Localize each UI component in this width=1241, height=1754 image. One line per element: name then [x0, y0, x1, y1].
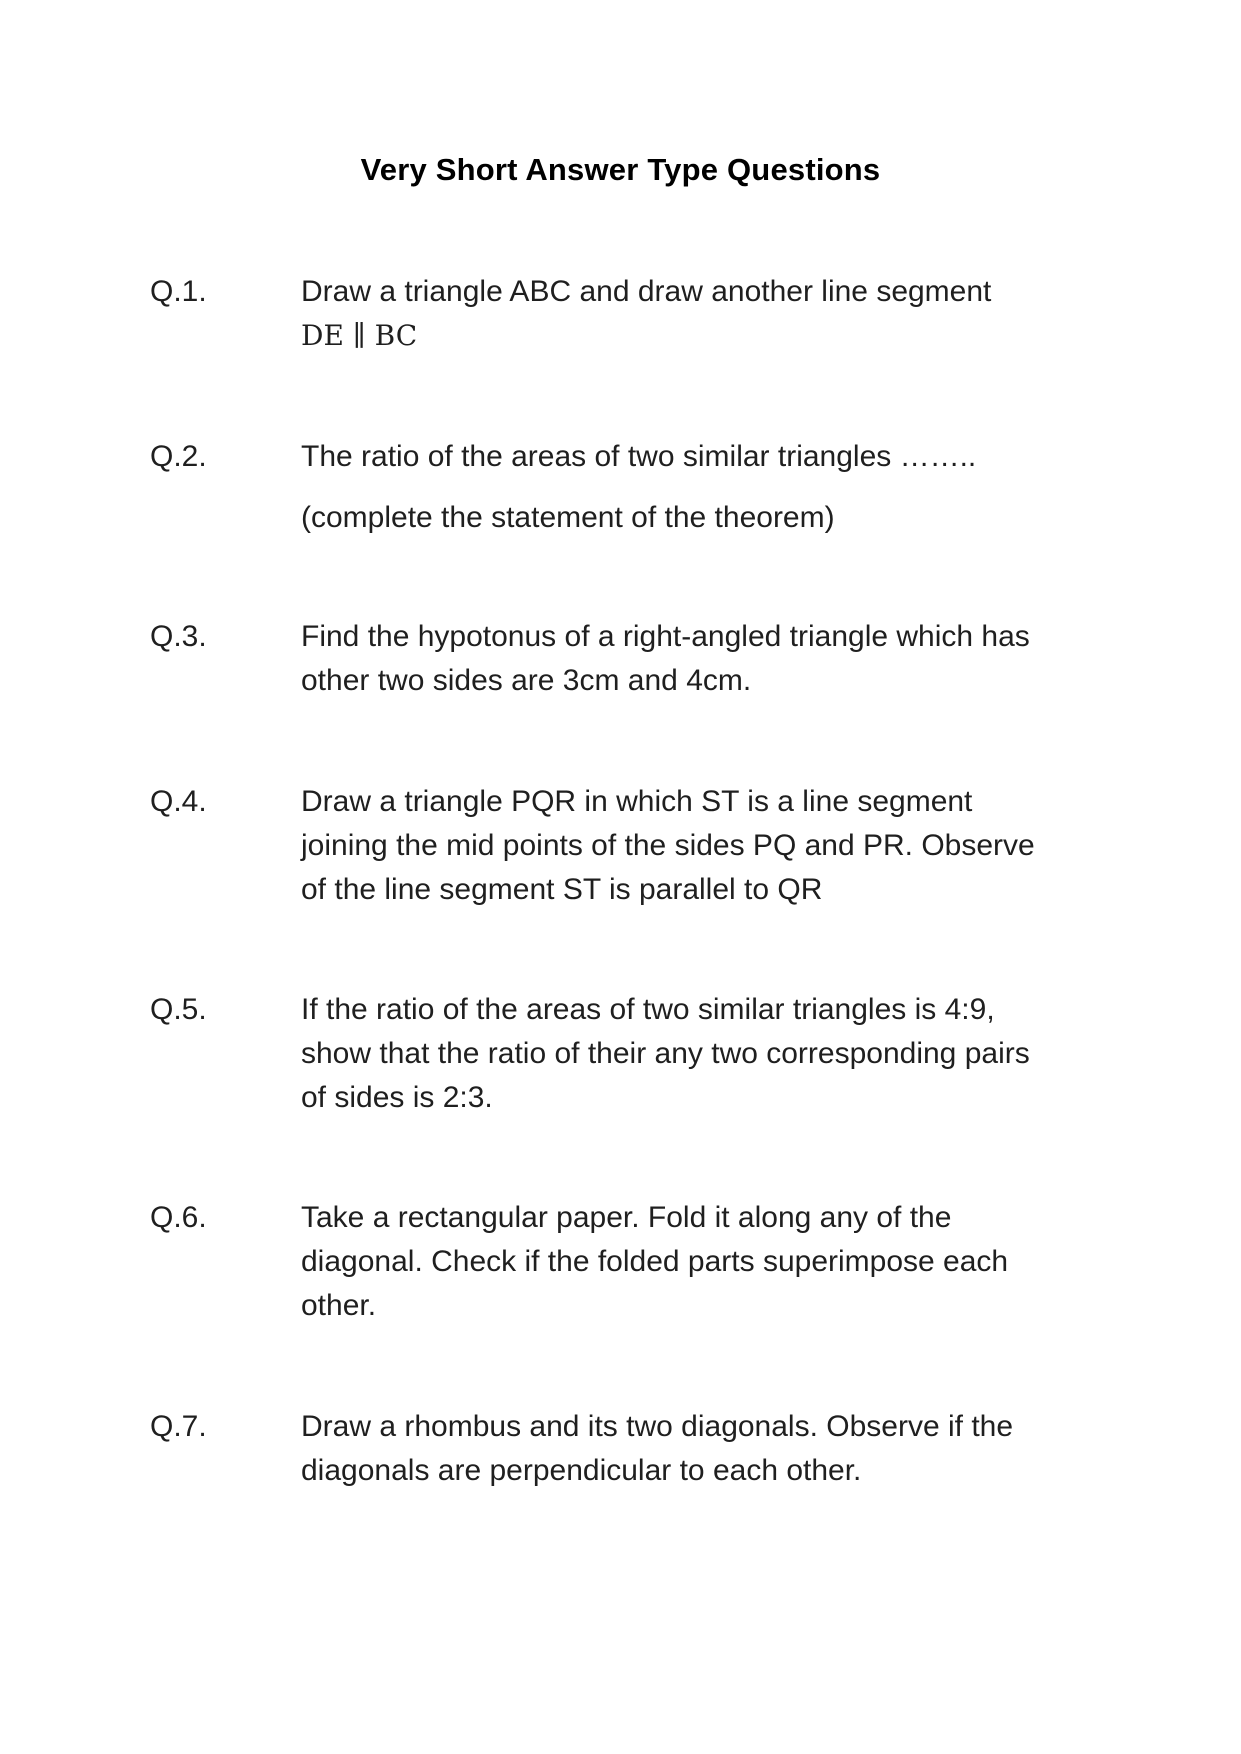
question-line: Find the hypotonus of a right-angled triangle which has [301, 620, 1030, 653]
question-text [301, 435, 1101, 540]
question-text [301, 1405, 1101, 1493]
question-number: Q.5. [150, 993, 207, 1026]
question-line: joining the mid points of the sides PQ and PR. Observe [301, 829, 1035, 862]
question-line: Draw a rhombus and its two diagonals. Observe if the [301, 1410, 1014, 1443]
question-text [301, 615, 1101, 703]
question-text [301, 1196, 1101, 1328]
question-line: Draw a triangle ABC and draw another line segment [301, 275, 992, 308]
question-line: other. [301, 1289, 377, 1322]
question-text [301, 780, 1101, 912]
question-number: Q.6. [150, 1201, 207, 1234]
question-number: Q.4. [150, 785, 207, 818]
question-line: show that the ratio of their any two corresponding pairs [301, 1037, 1030, 1070]
question-line: of the line segment ST is parallel to QR [301, 873, 823, 906]
question-number: Q.7. [150, 1410, 207, 1443]
question-line: of sides is 2:3. [301, 1081, 493, 1114]
question-number: Q.1. [150, 275, 207, 308]
question-line: The ratio of the areas of two similar triangles …….. [301, 440, 977, 473]
question-line: Draw a triangle PQR in which ST is a line segment [301, 785, 973, 818]
question-line: Take a rectangular paper. Fold it along any of the [301, 1201, 952, 1234]
question-note: (complete the statement of the theorem) [301, 501, 835, 534]
question-text [301, 988, 1101, 1120]
question-number: Q.2. [150, 440, 207, 473]
question-line: other two sides are 3cm and 4cm. [301, 664, 752, 697]
page-title: Very Short Answer Type Questions [360, 152, 881, 187]
question-text [301, 270, 1101, 358]
question-line: diagonals are perpendicular to each other. [301, 1454, 862, 1487]
question-number: Q.3. [150, 620, 207, 653]
question-line-math: DE ∥ BC [301, 319, 418, 352]
question-line: diagonal. Check if the folded parts superimpose each [301, 1245, 1009, 1278]
question-line: If the ratio of the areas of two similar triangles is 4:9, [301, 993, 995, 1026]
